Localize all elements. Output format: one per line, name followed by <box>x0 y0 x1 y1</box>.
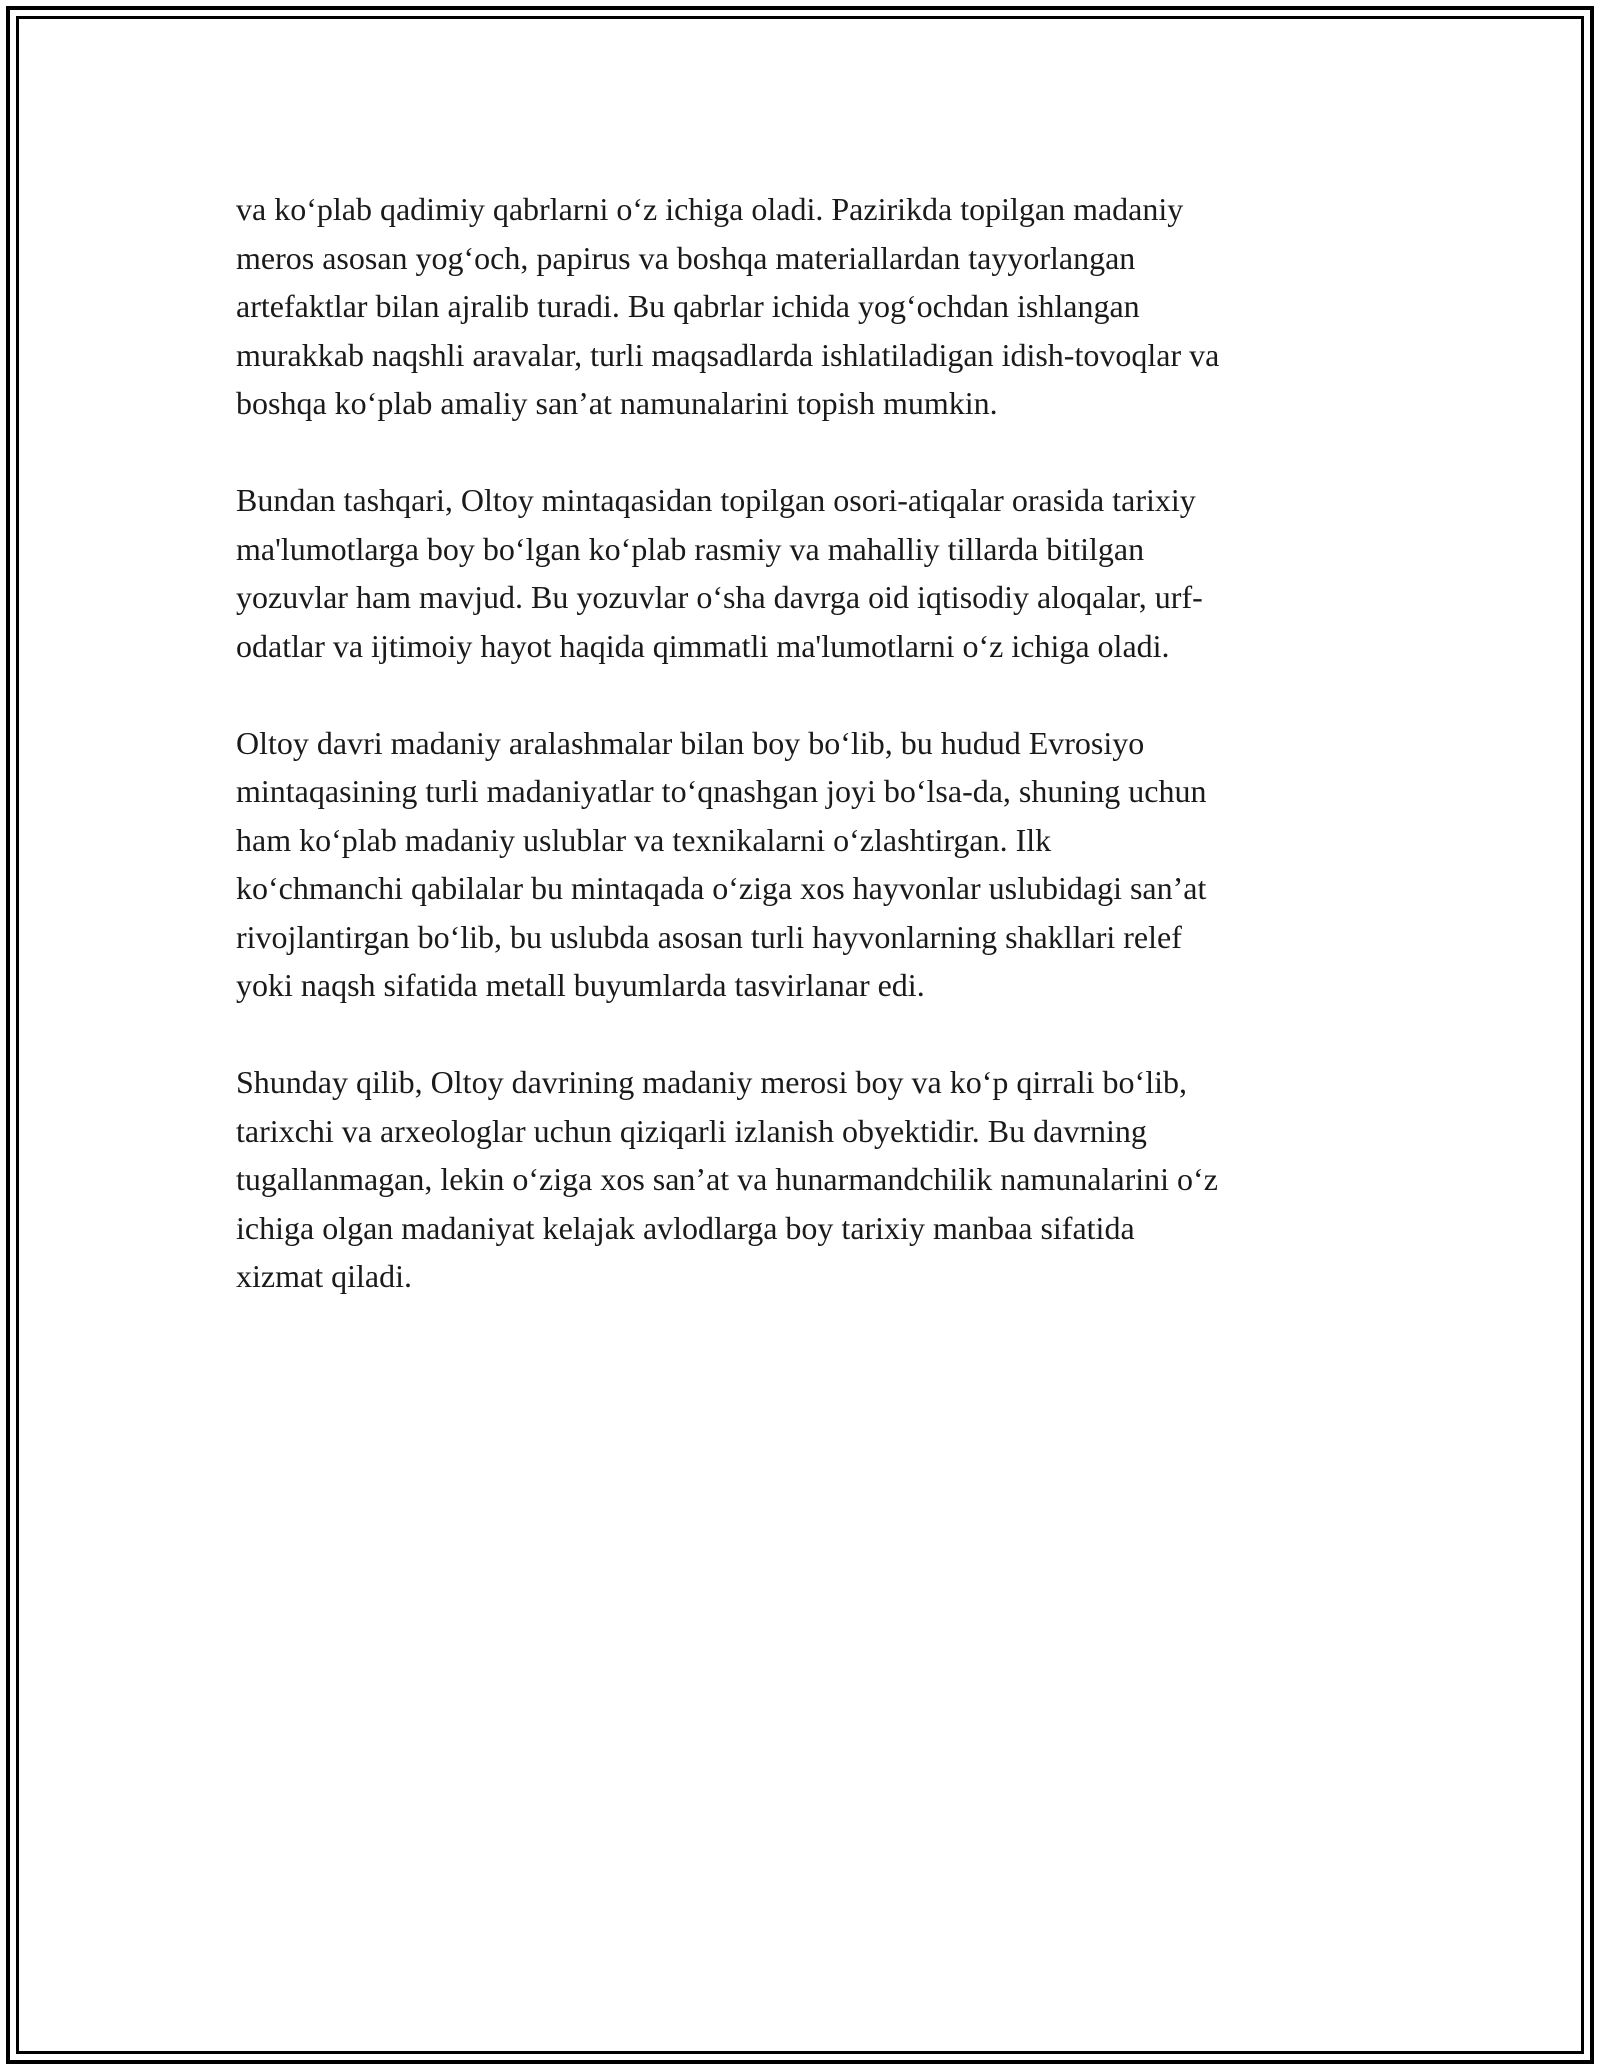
text-line: ichiga olgan madaniyat kelajak avlodlarga boy tarixiy manbaa sifatida <box>236 1209 1135 1246</box>
document-body <box>236 185 1386 1349</box>
text-line: Bundan tashqari, Oltoy mintaqasidan topilgan osori-atiqalar orasida tarixiy <box>236 482 1196 518</box>
text-line: rivojlantirgan bo‘lib, bu uslubda asosan turli hayvonlarning shakllari relef <box>236 918 1182 955</box>
text-line: Shunday qilib, Oltoy davrining madaniy merosi boy va ko‘p qirrali bo‘lib, <box>236 1064 1187 1100</box>
text-line: boshqa ko‘plab amaliy san’at namunalarini topish mumkin. <box>236 385 998 421</box>
text-line: odatlar va ijtimoiy hayot haqida qimmatli ma'lumotlarni o‘z ichiga oladi. <box>236 627 1170 664</box>
text-line: yoki naqsh sifatida metall buyumlarda tasvirlanar edi. <box>236 967 925 1003</box>
text-line: xizmat qiladi. <box>236 1258 412 1294</box>
paragraph-3 <box>236 719 1386 1010</box>
paragraph-2 <box>236 476 1386 670</box>
text-line: meros asosan yog‘och, papirus va boshqa materiallardan tayyorlangan <box>236 239 1136 276</box>
text-line: ma'lumotlarga boy bo‘lgan ko‘plab rasmiy va mahalliy tillarda bitilgan <box>236 530 1145 567</box>
paragraph-4 <box>236 1058 1386 1301</box>
text-line: Oltoy davri madaniy aralashmalar bilan boy bo‘lib, bu hudud Evrosiyo <box>236 724 1145 761</box>
text-line: artefaktlar bilan ajralib turadi. Bu qabrlar ichida yog‘ochdan ishlangan <box>236 288 1140 324</box>
text-line: mintaqasining turli madaniyatlar to‘qnashgan joyi bo‘lsa-da, shuning uchun <box>236 773 1207 809</box>
text-line: va ko‘plab qadimiy qabrlarni o‘z ichiga oladi. Pazirikda topilgan madaniy <box>236 191 1184 227</box>
text-line: ham ko‘plab madaniy uslublar va texnikalarni o‘zlashtirgan. Ilk <box>236 821 1052 858</box>
text-line: yozuvlar ham mavjud. Bu yozuvlar o‘sha davrga oid iqtisodiy aloqalar, urf- <box>236 579 1203 615</box>
text-line: ko‘chmanchi qabilalar bu mintaqada o‘ziga xos hayvonlar uslubidagi san’at <box>236 870 1207 906</box>
text-line: murakkab naqshli aravalar, turli maqsadlarda ishlatiladigan idish-tovoqlar va <box>236 336 1220 373</box>
paragraph-1 <box>236 185 1386 428</box>
text-line: tarixchi va arxeologlar uchun qiziqarli izlanish obyektidir. Bu davrning <box>236 1112 1147 1149</box>
text-line: tugallanmagan, lekin o‘ziga xos san’at va hunarmandchilik namunalarini o‘z <box>236 1161 1218 1197</box>
